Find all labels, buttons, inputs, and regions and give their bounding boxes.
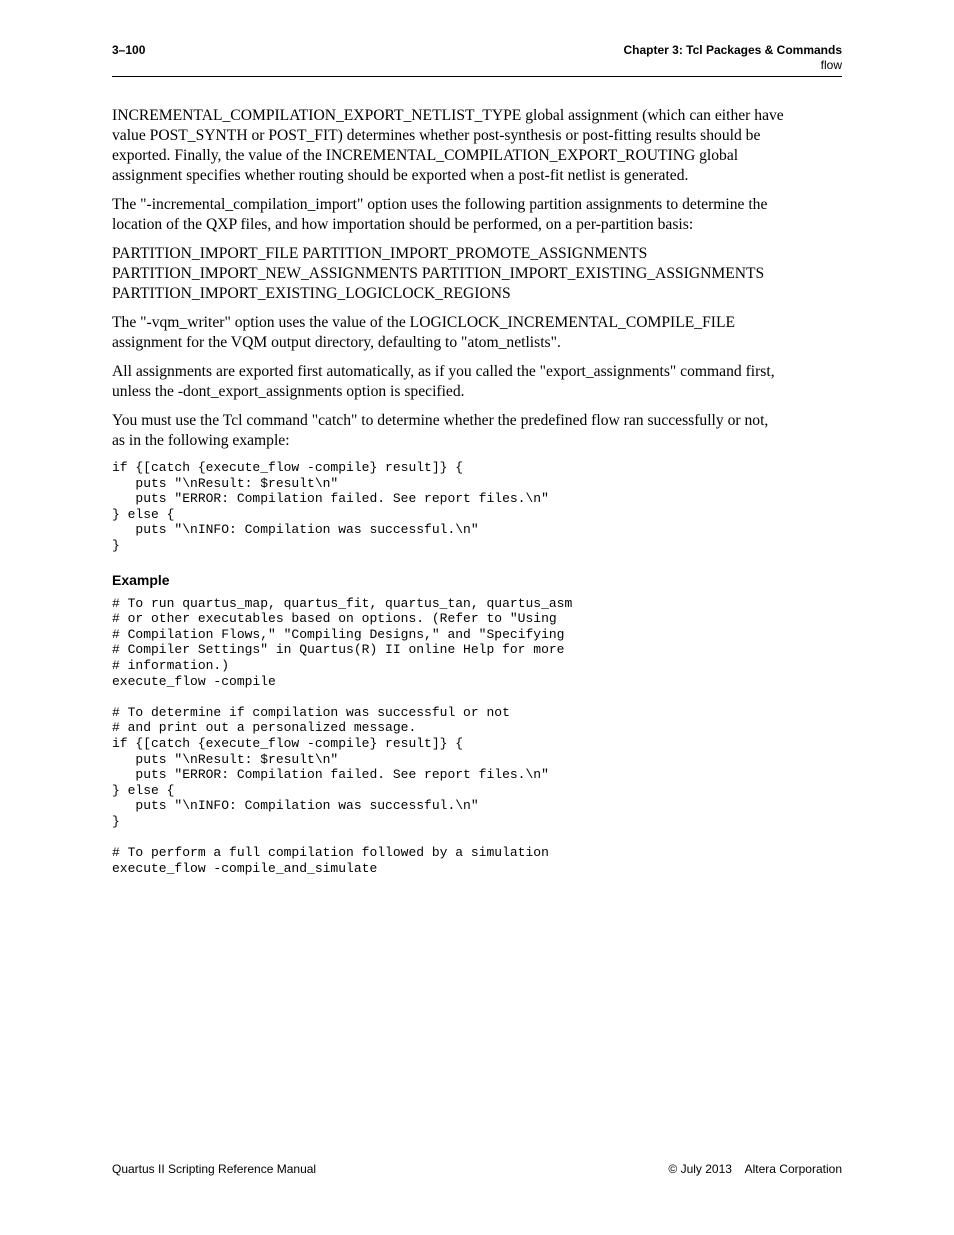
text-line: value POST_SYNTH or POST_FIT) determines whether post-synthesis or post-fitting results should be [112, 127, 761, 144]
paragraph-catch [112, 411, 842, 451]
page-number: 3–100 [112, 43, 146, 57]
paragraph-vqm-writer [112, 313, 842, 353]
paragraph-export-netlist [112, 106, 842, 186]
chapter-title: Chapter 3: Tcl Packages & Commands [623, 43, 842, 57]
text-line: The "-vqm_writer" option uses the value of the LOGICLOCK_INCREMENTAL_COMPILE_FILE [112, 314, 736, 331]
text-line: location of the QXP files, and how importation should be performed, on a per-partition basis: [112, 216, 694, 233]
text-line: exported. Finally, the value of the INCREMENTAL_COMPILATION_EXPORT_ROUTING global [112, 147, 739, 164]
text-line: INCREMENTAL_COMPILATION_EXPORT_NETLIST_TYPE global assignment (which can either have [112, 107, 784, 124]
section-title: flow [820, 58, 842, 72]
text-line: assignment for the VQM output directory, defaulting to "atom_netlists". [112, 334, 561, 351]
text-line: The "-incremental_compilation_import" option uses the following partition assignments to determine the [112, 196, 768, 213]
paragraph-import-option [112, 195, 842, 235]
text-line: assignment specifies whether routing should be exported when a post-fit netlist is generated. [112, 167, 689, 184]
text-line: All assignments are exported first automatically, as if you called the "export_assignments" command first, [112, 363, 775, 380]
paragraph-export-assignments [112, 362, 842, 402]
text-line: PARTITION_IMPORT_NEW_ASSIGNMENTS PARTITION_IMPORT_EXISTING_ASSIGNMENTS [112, 265, 765, 282]
text-line: PARTITION_IMPORT_EXISTING_LOGICLOCK_REGIONS [112, 285, 511, 302]
header-rule [112, 76, 842, 77]
code-block-catch: if {[catch {execute_flow -compile} result]} { puts "\nResult: $result\n" puts "ERROR: Compilation failed. See report files.\n" } else { puts "\nINFO: Compilation was successful.\n" } [112, 460, 549, 553]
footer-date-company: © July 2013 Altera Corporation [668, 1162, 842, 1176]
code-block-example: # To run quartus_map, quartus_fit, quartus_tan, quartus_asm # or other executables based on options. (Refer to "Using # Compilation Flows," "Compiling Designs," and "Specifying # Compiler Settings" in Quartus(R) II online Help for more # information.) execute_flow -compile # To determine if compilation was successful or not # and print out a personalized message. if {[catch {execute_flow -compile} result]} { puts "\nResult: $result\n" puts "ERROR: Compilation failed. See report files.\n" } else { puts "\nINFO: Compilation was successful.\n" } # To perform a full compilation followed by a simulation execute_flow -compile_and_simulate [112, 595, 573, 876]
paragraph-partition-assignments [112, 244, 842, 304]
text-line: unless the -dont_export_assignments option is specified. [112, 383, 465, 400]
running-header [623, 43, 842, 73]
text-line: PARTITION_IMPORT_FILE PARTITION_IMPORT_PROMOTE_ASSIGNMENTS [112, 245, 648, 262]
example-heading: Example [112, 571, 170, 588]
page-body [112, 106, 842, 890]
text-line: as in the following example: [112, 432, 290, 449]
text-line: You must use the Tcl command "catch" to determine whether the predefined flow ran successfully or not, [112, 412, 769, 429]
footer-manual-title: Quartus II Scripting Reference Manual [112, 1162, 317, 1176]
